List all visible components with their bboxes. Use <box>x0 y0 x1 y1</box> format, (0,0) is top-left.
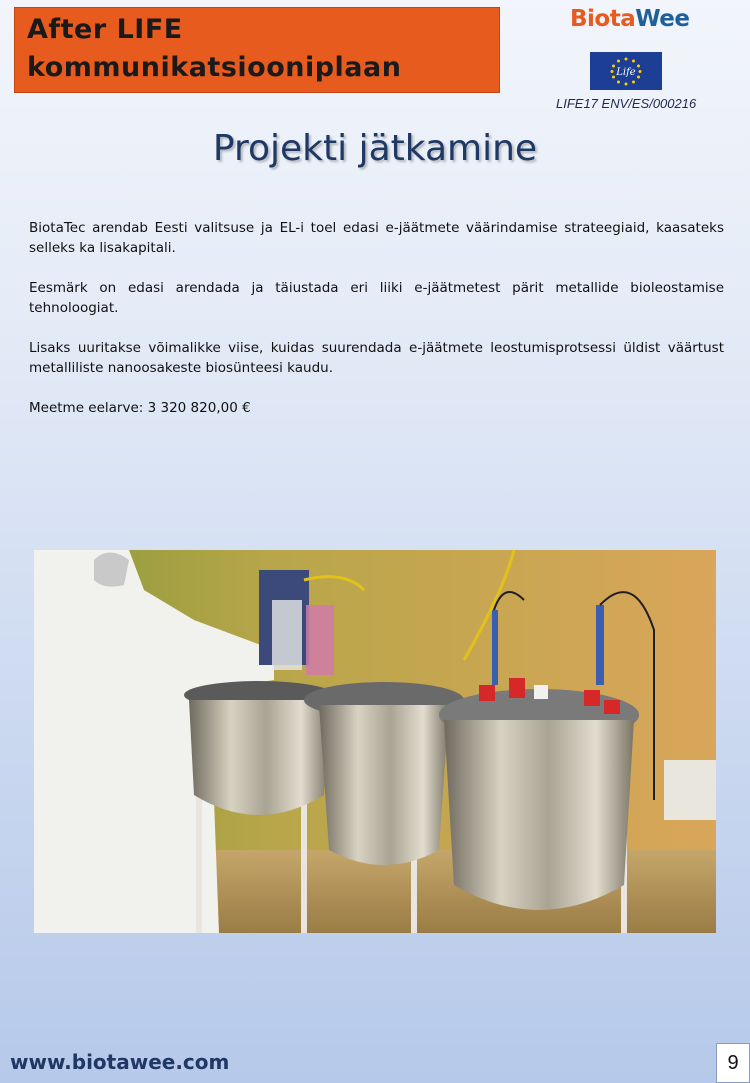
project-code: LIFE17 ENV/ES/000216 <box>556 96 697 111</box>
budget-line: Meetme eelarve: 3 320 820,00 € <box>29 400 251 416</box>
bioreactor-photo <box>34 550 716 933</box>
paragraph-2: Eesmärk on edasi arendada ja täiustada eri liiki e-jäätmetest pärit metallide bioleostamise tehnoloogiat. <box>29 280 724 316</box>
body-text <box>29 218 724 438</box>
logo-part-wee: Wee <box>635 6 690 32</box>
title-line-2: kommunikatsiooniplaan <box>27 52 402 83</box>
title-line-1: After LIFE <box>27 14 183 45</box>
biotawee-logo <box>570 6 689 32</box>
logo-part-biota: Biota <box>570 6 636 32</box>
eu-life-flag-icon <box>590 52 662 90</box>
title-box <box>14 7 500 93</box>
website-link[interactable]: www.biotawee.com <box>10 1050 230 1074</box>
paragraph-3: Lisaks uuritakse võimalikke viise, kuidas suurendada e-jäätmete leostumisprotsessi üldist väärtust metalliliste nanoosakeste biosünteesi kaudu. <box>29 340 724 376</box>
page-title: Projekti jätkamine <box>212 128 538 169</box>
page-number: 9 <box>716 1043 750 1083</box>
eu-flag-label: Life <box>616 67 636 78</box>
paragraph-1: BiotaTec arendab Eesti valitsuse ja EL-i toel edasi e-jäätmete väärindamise strateegiaid, kaasateks selleks ka lisakapitali. <box>29 220 724 256</box>
